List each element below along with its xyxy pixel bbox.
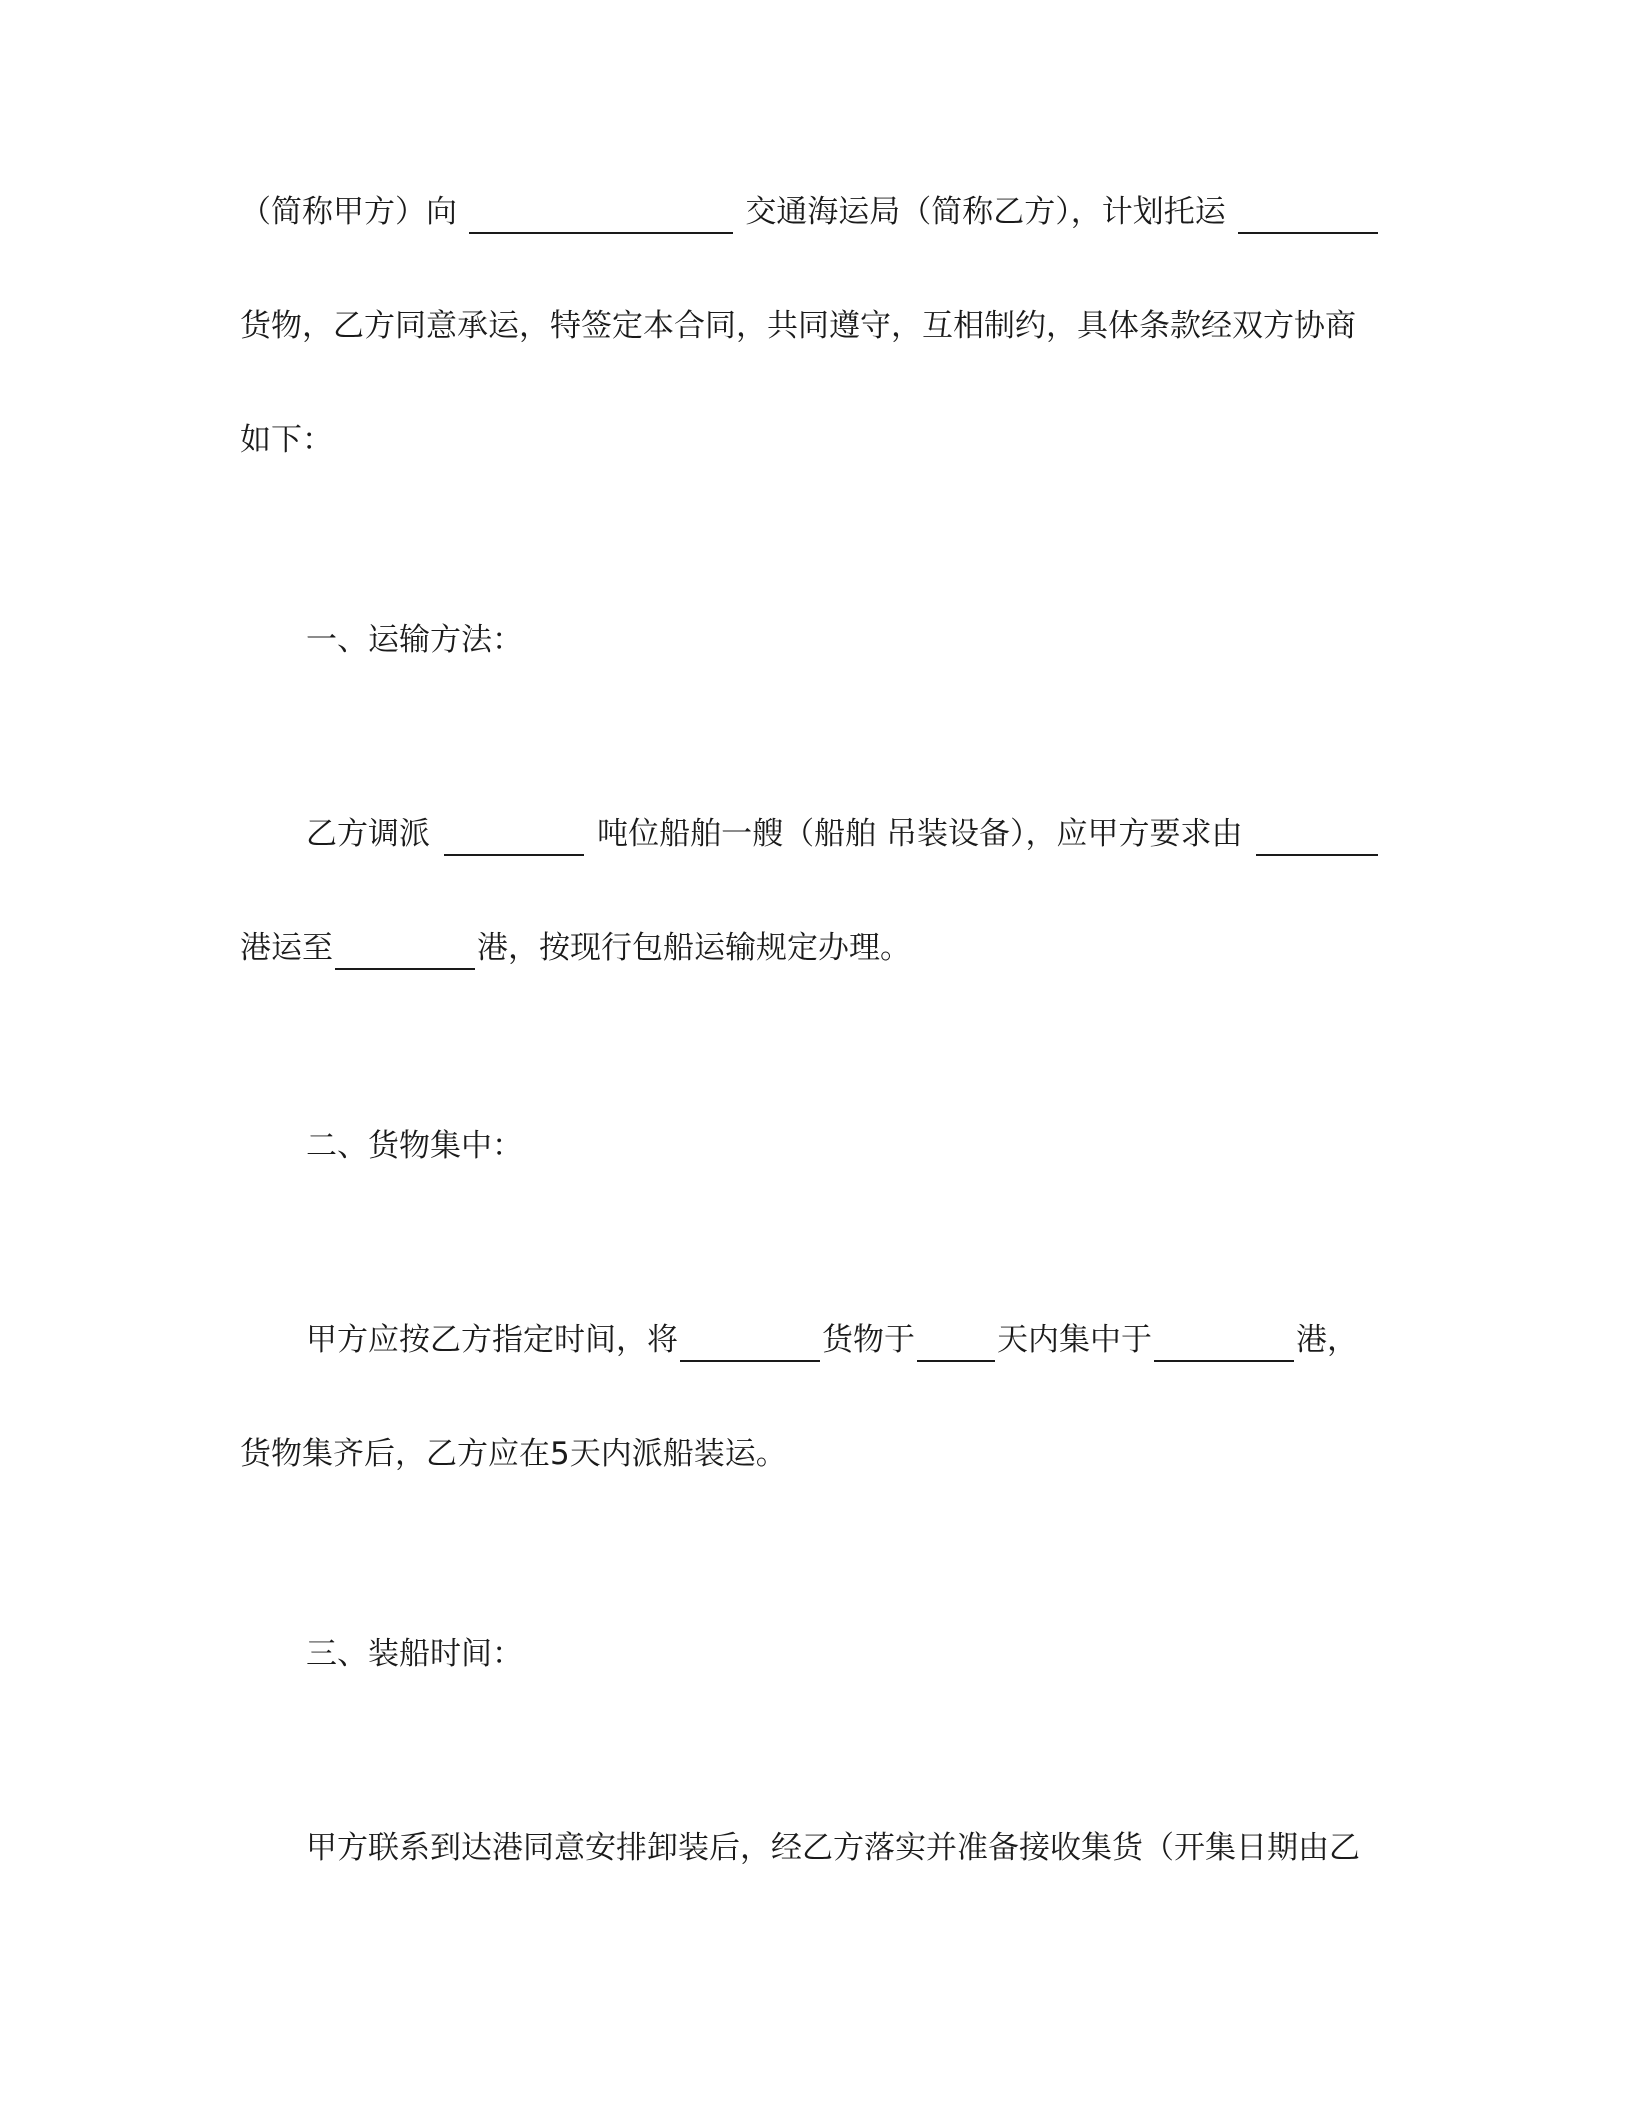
section-3-line-1 (306, 1826, 1446, 1870)
blank-collection-port[interactable] (1154, 1324, 1294, 1362)
blank-shipper-bureau[interactable] (469, 196, 733, 234)
section-2-text-1b: 货物于 (822, 1322, 915, 1358)
section-2-heading (306, 1124, 1446, 1168)
intro-text-2: 货物，乙方同意承运，特签定本合同，共同遵守，互相制约，具体条款经双方协商 (240, 308, 1356, 344)
blank-origin-port[interactable] (1256, 818, 1378, 856)
section-2-text-2: 货物集齐后，乙方应在5天内派船装运。 (240, 1436, 787, 1472)
blank-days[interactable] (917, 1324, 995, 1362)
section-2-heading-text: 二、货物集中： (306, 1128, 523, 1164)
section-1-text-2a: 港运至 (240, 930, 333, 966)
intro-text-3: 如下： (240, 422, 333, 458)
section-1-line-1 (306, 812, 1380, 856)
intro-text-1a: （简称甲方）向 (240, 194, 457, 230)
intro-line-2 (240, 304, 1380, 348)
section-3-heading-text: 三、装船时间： (306, 1636, 523, 1672)
blank-cargo-name[interactable] (1238, 196, 1378, 234)
section-1-heading (306, 618, 1446, 662)
section-1-text-1b: 吨位船舶一艘（船舶 吊装设备），应甲方要求由 (597, 816, 1243, 852)
blank-cargo-type[interactable] (680, 1324, 820, 1362)
section-2-text-1c: 天内集中于 (997, 1322, 1152, 1358)
section-1-text-1a: 乙方调派 (306, 816, 430, 852)
intro-line-3 (240, 418, 1380, 462)
section-1-text-2b: 港，按现行包船运输规定办理。 (477, 930, 911, 966)
section-1-heading-text: 一、运输方法： (306, 622, 523, 658)
section-3-text-1: 甲方联系到达港同意安排卸装后，经乙方落实并准备接收集货（开集日期由乙 (306, 1830, 1360, 1866)
intro-text-1b: 交通海运局（简称乙方），计划托运 (745, 194, 1226, 230)
section-1-line-2 (240, 926, 1380, 970)
intro-line-1 (240, 190, 1380, 234)
section-3-heading (306, 1632, 1446, 1676)
blank-tonnage[interactable] (444, 818, 584, 856)
section-2-line-1 (306, 1318, 1446, 1362)
section-2-text-1a: 甲方应按乙方指定时间，将 (306, 1322, 678, 1358)
section-2-text-1d: 港， (1296, 1322, 1358, 1358)
section-2-line-2 (240, 1432, 1380, 1476)
blank-destination-port[interactable] (335, 932, 475, 970)
